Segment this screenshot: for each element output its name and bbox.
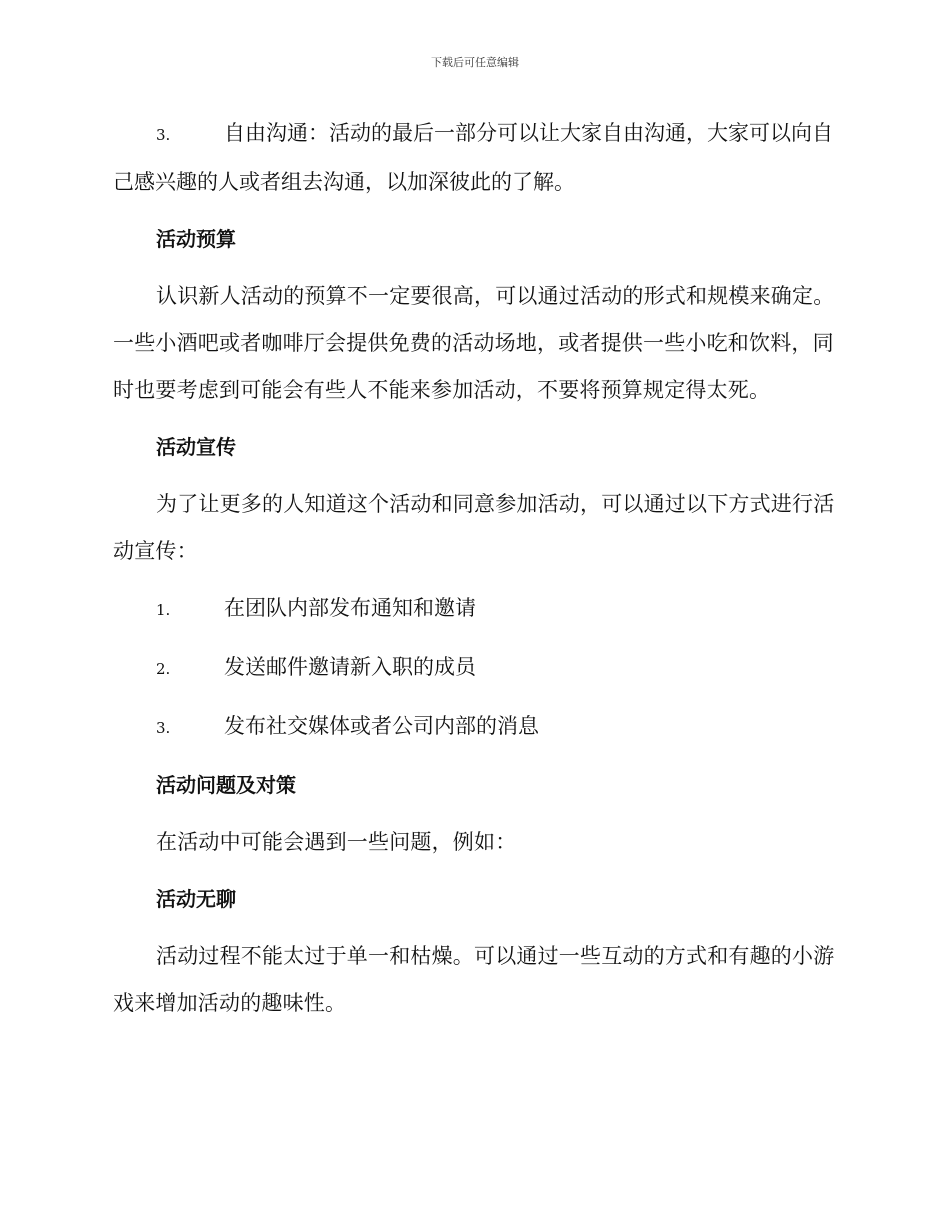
promotion-heading: 活动宣传 (156, 435, 236, 459)
promotion-paragraph: 为了让更多的人知道这个活动和同意参加活动，可以通过以下方式进行活动宣传： (113, 492, 835, 563)
list-number: 2. (156, 660, 171, 678)
intro-list-item (113, 110, 835, 206)
boring-heading: 活动无聊 (156, 887, 236, 911)
document-body (113, 110, 835, 1037)
list-number: 3. (156, 719, 171, 737)
intro-list-number: 3. (156, 126, 171, 144)
list-number: 1. (156, 601, 171, 619)
issues-heading: 活动问题及对策 (156, 773, 296, 797)
page-header: 下载后可任意编辑 (431, 56, 519, 69)
promotion-list-item-1 (113, 585, 835, 634)
list-text: 发布社交媒体或者公司内部的消息 (224, 714, 539, 738)
promotion-list-item-2 (113, 644, 835, 693)
issues-paragraph: 在活动中可能会遇到一些问题，例如： (156, 830, 517, 854)
list-text: 发送邮件邀请新入职的成员 (224, 655, 476, 679)
budget-paragraph: 认识新人活动的预算不一定要很高，可以通过活动的形式和规模来确定。一些小酒吧或者咖啡厅会提供免费的活动场地，或者提供一些小吃和饮料，同时也要考虑到可能会有些人不能来参加活动，不要将预算规定得太死。 (113, 284, 835, 402)
list-text: 在团队内部发布通知和邀请 (224, 596, 476, 620)
intro-list-text: 自由沟通：活动的最后一部分可以让大家自由沟通，大家可以向自己感兴趣的人或者组去沟通，以加深彼此的了解。 (113, 121, 833, 194)
promotion-list-item-3 (113, 703, 835, 752)
boring-paragraph: 活动过程不能太过于单一和枯燥。可以通过一些互动的方式和有趣的小游戏来增加活动的趣味性。 (113, 944, 835, 1015)
budget-heading: 活动预算 (156, 227, 236, 251)
